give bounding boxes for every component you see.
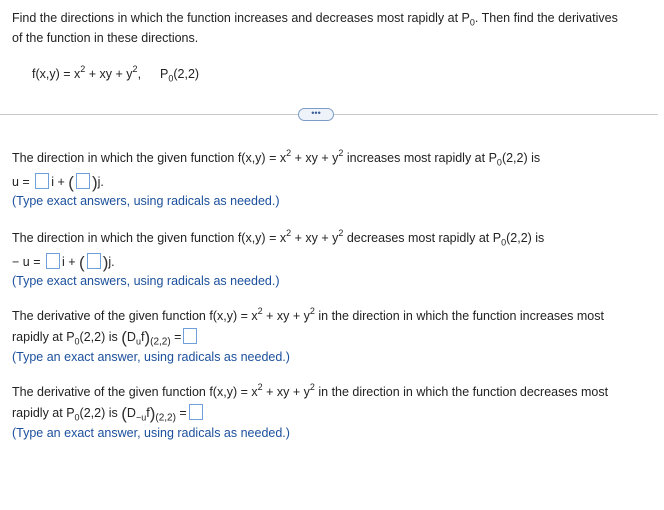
- part4-derivative-input[interactable]: [189, 404, 203, 420]
- part2-answer-row: − u = i + ( )j.: [12, 253, 115, 272]
- part3-hint: (Type an exact answer, using radicals as needed.): [12, 350, 290, 364]
- function-definition: $f(x,y) = x^2$ + xy + $y^2$, $P_0(2,2)$: [32, 63, 200, 84]
- part4-hint: (Type an exact answer, using radicals as needed.): [12, 426, 290, 440]
- part2-hint: (Type exact answers, using radicals as needed.): [12, 274, 280, 288]
- part1-j-coefficient-input[interactable]: [76, 173, 90, 189]
- part1-hint: (Type exact answers, using radicals as needed.): [12, 194, 280, 208]
- part3-prompt-line2: rapidly at $P_0(2,2)$ is $(D_uf)_{(2,2)}$ =: [12, 328, 199, 346]
- part2-prompt: The direction in which the given function $f(x,y) = x^2$ + xy + $y^2$ decreases most rapidly at $P_0(2,2)$ is: [12, 227, 545, 248]
- part3-derivative-input[interactable]: [183, 328, 197, 344]
- part2-j-coefficient-input[interactable]: [87, 253, 101, 269]
- part4-prompt-line2: rapidly at $P_0(2,2)$ is $(D_{-u}f)_{(2,2)}$ =: [12, 404, 205, 422]
- part1-i-coefficient-input[interactable]: [35, 173, 49, 189]
- point-label: $P_0(2,2)$: [160, 67, 200, 84]
- part3-prompt-line1: The derivative of the given function $f(x,y) = x^2$ + xy + $y^2$ in the direction in which the function increases most: [12, 305, 604, 323]
- question-text-line1: Find the directions in which the function increases and decreases most rapidly at $P_0$. Then find the derivatives: [12, 11, 618, 28]
- more-options-button[interactable]: •••: [298, 108, 334, 121]
- part4-prompt-line1: The derivative of the given function $f(x,y) = x^2$ + xy + $y^2$ in the direction in which the function decreases most: [12, 381, 609, 399]
- part1-answer-row: u = i + ( )j.: [12, 173, 104, 192]
- question-text-line2: of the function in these directions.: [12, 31, 199, 45]
- part1-prompt: The direction in which the given function $f(x,y) = x^2$ + xy + $y^2$ increases most rapidly at $P_0(2,2)$ is: [12, 147, 541, 168]
- part2-i-coefficient-input[interactable]: [46, 253, 60, 269]
